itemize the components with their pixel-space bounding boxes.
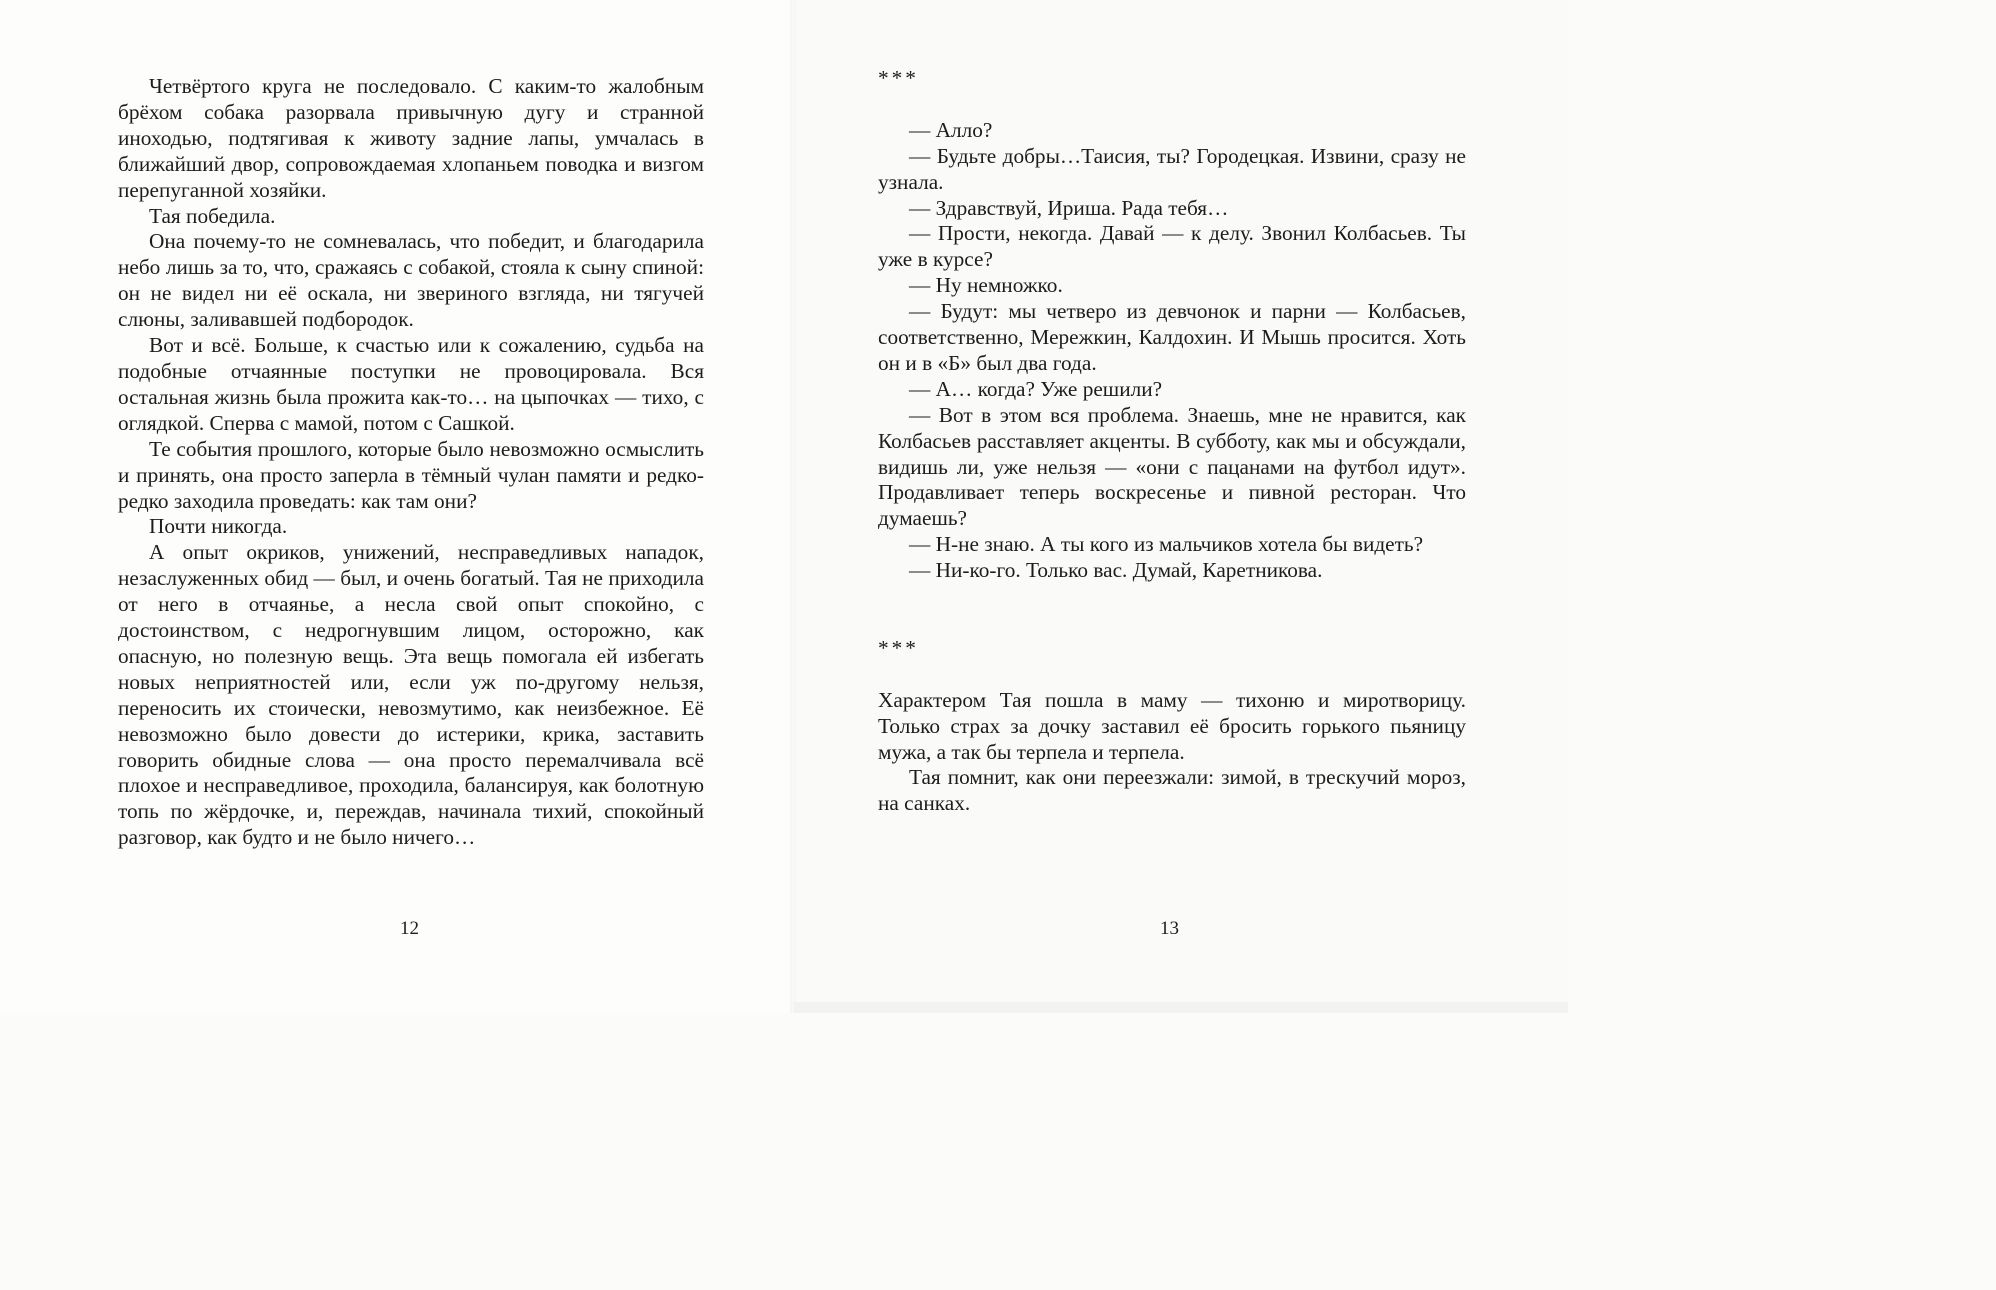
dialogue-line: — Будьте добры…Таисия, ты? Городецкая. Извини, сразу не узнала. [878, 143, 1466, 194]
paragraph: А опыт окриков, унижений, несправедливых нападок, незаслуженных обид — был, и очень богатый. Тая не приходила от него в отчаянье, а несла свой опыт спокойно, с достоинством, с недрогнувшим лицом, осторожно, как опасную, но полезную вещь. Эта вещь помогала ей избегать новых неприятностей или, если уж по-другому нельзя, переносить их стоически, невозмутимо, как неизбежное. Её невозможно было довести до истерики, крика, заставить говорить обидные слова — она просто перемалчивала всё плохое и несправедливое, проходила, балансируя, как болотную топь по жёрдочке, и, переждав, начинала тихий, спокойный разговор, как будто и не было ничего… [118, 540, 704, 850]
section-break-marker: *** [878, 66, 919, 90]
page-number-left: 12 [400, 918, 419, 939]
dialogue-line: — А… когда? Уже решили? [909, 376, 1163, 401]
paragraph: Те события прошлого, которые было невозможно осмыслить и принять, она просто заперла в тёмный чулан памяти и редко-редко заходила проведать: как там они? [118, 436, 704, 513]
paragraph: Четвёртого круга не последовало. С каким-то жалобным брёхом собака разорвала привычную дугу и странной иноходью, подтягивая к животу задние лапы, умчалась в ближайший двор, сопровождаемая хлопаньем поводка и визгом перепуганной хозяйки. [118, 74, 704, 202]
dialogue-line: — Вот в этом вся проблема. Знаешь, мне не нравится, как Колбасьев расставляет акценты. В субботу, как мы и обсуждали, видишь ли, уже нельзя — «они с пацанами на футбол идут». Продавливает теперь воскресенье и пивной ресторан. Что думаешь? [878, 402, 1466, 531]
paragraph: Тая победила. [149, 203, 276, 228]
paragraph: Характером Тая пошла в маму — тихоню и миротворицу. Только страх за дочку заставил её бросить горького пьяницу мужа, а так бы терпела и терпела. [878, 687, 1466, 764]
dialogue-line: — Алло? [909, 117, 993, 142]
paragraph: Почти никогда. [149, 514, 288, 539]
book-gutter [790, 0, 798, 1013]
section-break-marker: *** [878, 635, 919, 660]
right-page-text [878, 66, 1466, 817]
left-page-text [118, 74, 704, 851]
dialogue-line: — Н-не знаю. А ты кого из мальчиков хотела бы видеть? [909, 532, 1424, 557]
page-edge-strip [794, 1002, 1568, 1013]
dialogue-line: — Прости, некогда. Давай — к делу. Звонил Колбасьев. Ты уже в курсе? [878, 221, 1466, 272]
dialogue-line: — Здравствуй, Ириша. Рада тебя… [909, 195, 1229, 220]
page-number-right: 13 [1160, 918, 1179, 939]
dialogue-line: — Будут: мы четверо из девчонок и парни — Колбасьев, соответственно, Мережкин, Калдохин. И Мышь просится. Хоть он и в «Б» был два года. [878, 299, 1466, 375]
dialogue-line: — Ни-ко-го. Только вас. Думай, Каретникова. [909, 558, 1323, 583]
paragraph: Вот и всё. Больше, к счастью или к сожалению, судьба на подобные отчаянные поступки не провоцировала. Вся остальная жизнь была прожита как-то… на цыпочках — тихо, с оглядкой. Сперва с мамой, потом с Сашкой. [118, 333, 704, 435]
paragraph: Она почему-то не сомневалась, что победит, и благодарила небо лишь за то, что, сражаясь с собакой, стояла к сыну спиной: он не видел ни её оскала, ни звериного взгляда, ни тягучей слюны, заливавшей подбородок. [118, 229, 704, 332]
dialogue-line: — Ну немножко. [909, 273, 1063, 298]
paragraph: Тая помнит, как они переезжали: зимой, в трескучий мороз, на санках. [878, 765, 1466, 816]
